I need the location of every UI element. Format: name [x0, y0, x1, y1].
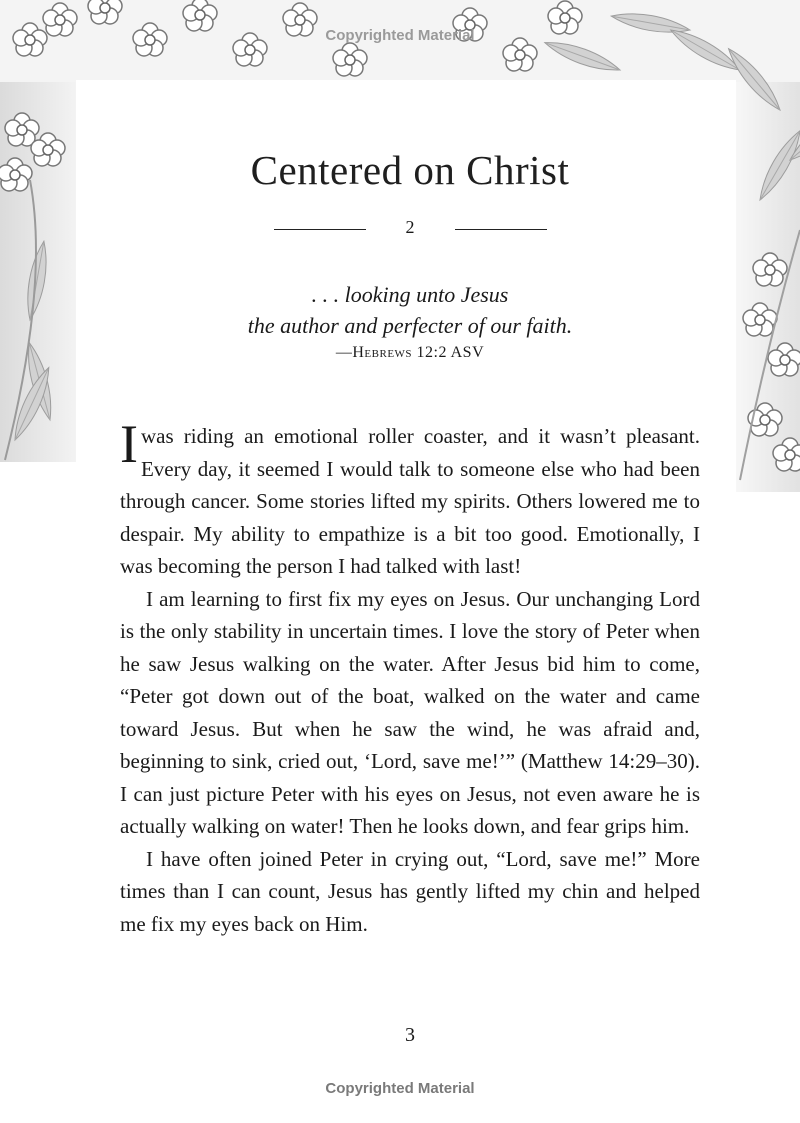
- epigraph: [120, 279, 700, 341]
- epigraph-citation: [120, 344, 700, 362]
- citation-book: Hebrews: [352, 344, 413, 361]
- body-text: [120, 414, 700, 940]
- header-watermark: Copyrighted Material: [325, 27, 475, 44]
- paragraph-1-text: was riding an emotional roller coaster, and it wasn’t pleasant. Every day, it seemed I would talk to someone else who had been through cancer. Some stories lifted my spirits. Others lowered me to despair. My ability to empathize is a bit too good. Emotionally, I was becoming the person I had talked with last!: [120, 424, 700, 578]
- epigraph-line-2: the author and perfecter of our faith.: [247, 313, 573, 338]
- paragraph-1: [120, 414, 700, 583]
- epigraph-line-1: . . . looking unto Jesus: [311, 282, 509, 307]
- citation-reference: 12:2 ASV: [412, 344, 485, 361]
- page-number: 3: [405, 1024, 415, 1046]
- citation-dash: —: [335, 344, 353, 361]
- paragraph-2: I am learning to first fix my eyes on Jesus. Our unchanging Lord is the only stability in uncertain times. I love the story of Peter when he saw Jesus walking on the water. After Jesus bid him to come, “Peter got down out of the boat, walked on the water and came toward Jesus. But when he saw the wind, he was afraid and, beginning to sink, cried out, ‘Lord, save me!’” (Matthew 14:29–30). I can just picture Peter with his eyes on Jesus, not even aware he is actually walking on water! Then he looks down, and fear grips him.: [120, 586, 700, 838]
- chapter-number: 2: [405, 217, 415, 237]
- chapter-title: Centered on Christ: [250, 147, 570, 193]
- title-rule-right: [455, 229, 547, 230]
- footer-watermark: Copyrighted Material: [325, 1080, 475, 1097]
- drop-cap: I: [120, 414, 138, 474]
- paragraph-3: I have often joined Peter in crying out, “Lord, save me!” More times than I can count, Jesus has gently lifted my chin and helped me fix my eyes back on Him.: [120, 846, 700, 936]
